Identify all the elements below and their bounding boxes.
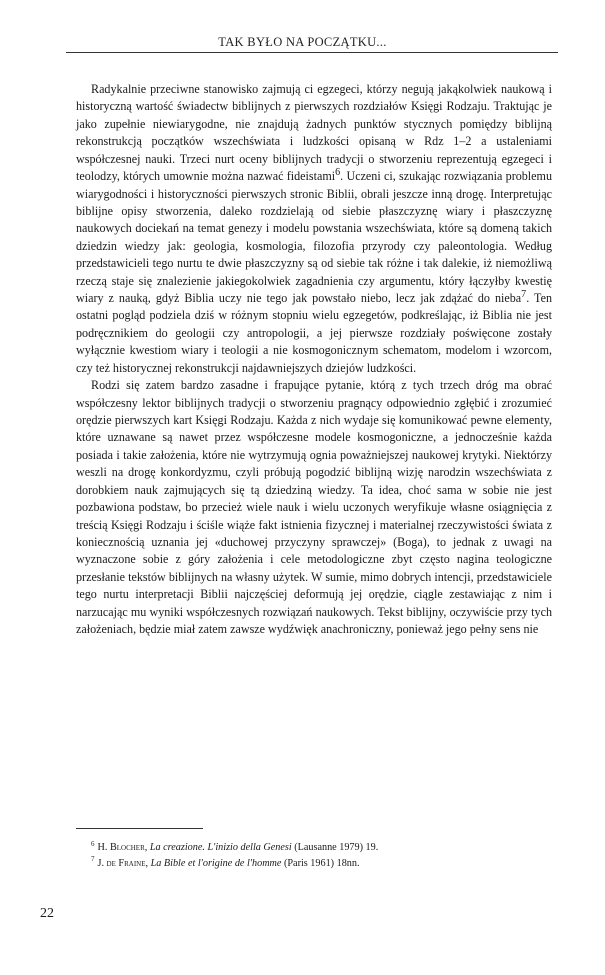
footnote-number: 6 [91, 839, 95, 848]
body-text [76, 81, 552, 639]
footnote-7: $^7$ J. de Fraine, La Bible et l'origine de l'homme (Paris 1961) 18nn. [91, 855, 360, 869]
footnote-title: La Bible et l'origine de l'homme [150, 857, 282, 869]
footnote-title: La creazione. L'inizio della Genesi [149, 842, 292, 853]
footnote-ref-7: 7 [521, 289, 527, 301]
footnote-6: $^6$ H. Blocher, La creazione. L'inizio della Genesi (Lausanne 1979) 19. [91, 839, 379, 853]
footnote-details: (Lausanne 1979) 19. [291, 842, 379, 853]
footnote-ref-6: 6 [335, 167, 341, 179]
paragraph-1 [76, 81, 552, 377]
footnote-details: (Paris 1961) 18nn. [281, 857, 360, 869]
footnote-number: 7 [91, 855, 95, 864]
footnote-rule [76, 828, 203, 829]
paragraph-1-continuation: . Uczeni ci, szukając rozwiązania problemu wiarygodności i historyczności pierwszych stronic Biblii, obrali jeszcze inną drogę. Interpretując biblijne opisy stworzenia, daleko rozdzielają od siebie płaszczyznę wiary i płaszczyznę naukowych dociekań na temat genezy i modelu powstania wszechświata, które są domeną takich dziedzin wiedzy jak: geologia, kosmologia, filozofia przyrody czy paleontologia. Według przedstawicieli tego nurtu te dwie płaszczyzny są od siebie tak różne i tak dalekie, iż niemożliwą rzeczą staje się znalezienie jakiegokolwiek zagadnienia czy argumentu, który łączyłby kwestię wiary z nauką, gdyż Biblia uczy nie tego jak powstało niebo, lecz jak zdążać do nieba [76, 169, 552, 306]
paragraph-2: Rodzi się zatem bardzo zasadne i frapujące pytanie, którą z tych trzech dróg ma obrać współczesny lektor biblijnych tradycji o stworzeniu pragnący odpowiednio zgłębić i zrozumieć orędzie pierwszych kart Księgi Rodzaju. Każda z nich wydaje się komunikować pewne elementy, które uznawane są nawet przez współczesne modele kosmogoniczne, a jednocześnie każda posiada i takie założenia, które nie wytrzymują ognia poważniejszej naukowej krytyki. Niektórzy weszli na drogę konkordyzmu, czyli próbują pogodzić biblijną wizję narodzin wszechświata z dorobkiem nauk zajmujących się tą dziedziną wiedzy. Ta idea, choć sama w sobie nie jest pozbawiona podstaw, bo przecież wiele nauk i wielu uczonych weryfikuje własne osiągnięcia z treścią Księgi Rodzaju i ściśle wiąże fakt istnienia fizycznej i materialnej rzeczywistości świata z koniecznością uznania jej «duchowej przyczyny sprawczej» (Boga), to jednak z uwagi na wyznaczone sobie z góry założenia i cele metodologiczne zbyt często nagina teologiczne przesłanie tekstów biblijnych na własny użytek. W sumie, mimo dobrych intencji, przedstawiciele tego nurtu interpretacji Biblii najczęściej deformują jej orędzie, ciągle zestawiając z nim i narzucając mu wyniki współczesnych rozwiązań naukowych. Tekst biblijny, oczywiście przy tych założeniach, będzie miał zatem zawsze wydźwięk anachroniczny, ponieważ jego pełny sens nie [76, 378, 552, 637]
header-rule [66, 52, 558, 53]
page-number: 22 [40, 906, 54, 921]
paragraph-1-text: Radykalnie przeciwne stanowisko zajmują ci egzegeci, którzy negują jakąkolwiek naukową i historyczną wartość świadectw biblijnych z pierwszych rozdziałów Księgi Rodzaju. Traktując je jako zupełnie niewiarygodne, nie znajdują żadnych punktów stycznych pomiędzy biblijną rekonstrukcją początków wszechświata i ludzkości opisaną w Rdz 1–2 a ustaleniami współczesnej nauki. Trzeci nurt oceny biblijnych tradycji o stworzeniu reprezentują egzegeci i teolodzy, których umownie można nazwać fideistami [76, 82, 552, 184]
running-head: TAK BYŁO NA POCZĄTKU... [218, 35, 387, 49]
footnotes [76, 840, 552, 871]
footnote-author: J. de Fraine [97, 857, 146, 869]
paragraph-1-end: . Ten ostatni pogląd podziela dziś w różnym stopniu wielu egzegetów, podkreślając, iż Biblia nie jest podręcznikiem do geologii czy antropologii, a jej pierwsze rozdziały poświęcone zostały wyłącznie kwestiom wiary i teologii a nie kosmogonicznym schematom, modelom i wzorcom, czy też historycznej rekonstrukcji najdawniejszych dziejów ludzkości. [76, 291, 552, 375]
footnote-author: H. Blocher [97, 842, 145, 853]
